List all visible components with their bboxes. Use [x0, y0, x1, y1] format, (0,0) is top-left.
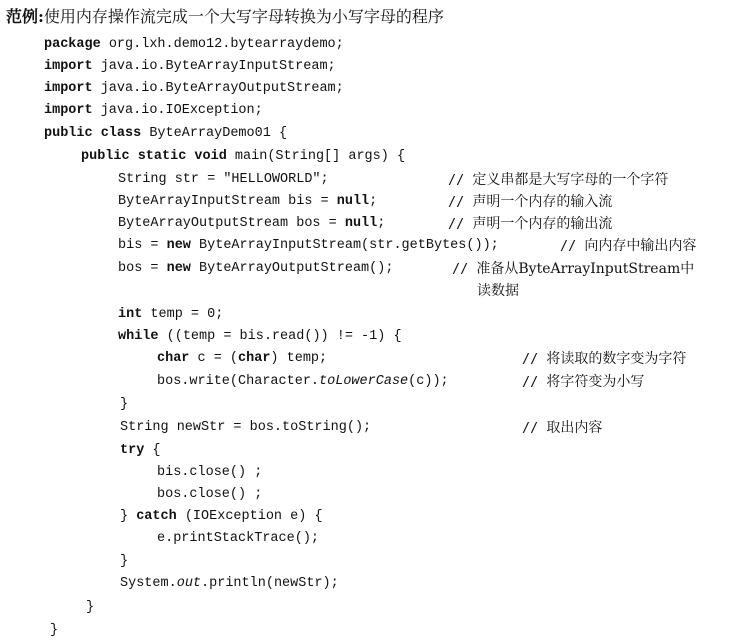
code-line: public class ByteArrayDemo01 { — [44, 126, 288, 141]
code-line: bos = new ByteArrayOutputStream(); — [118, 261, 394, 276]
code-line: } — [120, 397, 129, 412]
code-comment: // 声明一个内存的输入流 — [448, 194, 613, 210]
code-comment: 读数据 — [477, 283, 519, 299]
code-comment: // 取出内容 — [522, 420, 603, 436]
code-line: import java.io.ByteArrayOutputStream; — [44, 81, 344, 96]
code-line: } catch (IOException e) { — [120, 509, 323, 524]
code-line: bis = new ByteArrayInputStream(str.getBytes()); — [118, 238, 499, 253]
code-line: String newStr = bos.toString(); — [120, 420, 372, 435]
code-comment: // 向内存中输出内容 — [560, 238, 697, 254]
example-heading — [6, 4, 444, 27]
code-line: import java.io.ByteArrayInputStream; — [44, 59, 336, 74]
code-line: public static void main(String[] args) { — [81, 149, 406, 164]
code-comment: // 将读取的数字变为字符 — [522, 351, 687, 367]
code-line: ByteArrayInputStream bis = null; — [118, 194, 378, 209]
code-line: System.out.println(newStr); — [120, 576, 339, 591]
code-line: import java.io.IOException; — [44, 103, 263, 118]
code-comment: // 准备从ByteArrayInputStream中 — [452, 261, 695, 277]
code-comment: // 将字符变为小写 — [522, 374, 645, 390]
code-line: ByteArrayOutputStream bos = null; — [118, 216, 386, 231]
example-label: 范例: — [6, 7, 44, 26]
code-comment: // 定义串都是大写字母的一个字符 — [448, 172, 669, 188]
code-line: try { — [120, 443, 161, 458]
code-line: } — [50, 623, 59, 638]
code-comment: // 声明一个内存的输出流 — [448, 216, 613, 232]
code-line: } — [120, 554, 129, 569]
code-line: int temp = 0; — [118, 307, 224, 322]
code-line: e.printStackTrace(); — [157, 531, 320, 546]
code-line: } — [86, 600, 95, 615]
code-line: char c = (char) temp; — [157, 351, 328, 366]
code-line: bos.close() ; — [157, 487, 263, 502]
code-line: String str = "HELLOWORLD"; — [118, 172, 329, 187]
code-line: while ((temp = bis.read()) != -1) { — [118, 329, 402, 344]
code-line: bos.write(Character.toLowerCase(c)); — [157, 374, 449, 389]
code-line: bis.close() ; — [157, 465, 263, 480]
example-description: 使用内存操作流完成一个大写字母转换为小写字母的程序 — [43, 7, 444, 26]
code-line: package org.lxh.demo12.bytearraydemo; — [44, 37, 344, 52]
